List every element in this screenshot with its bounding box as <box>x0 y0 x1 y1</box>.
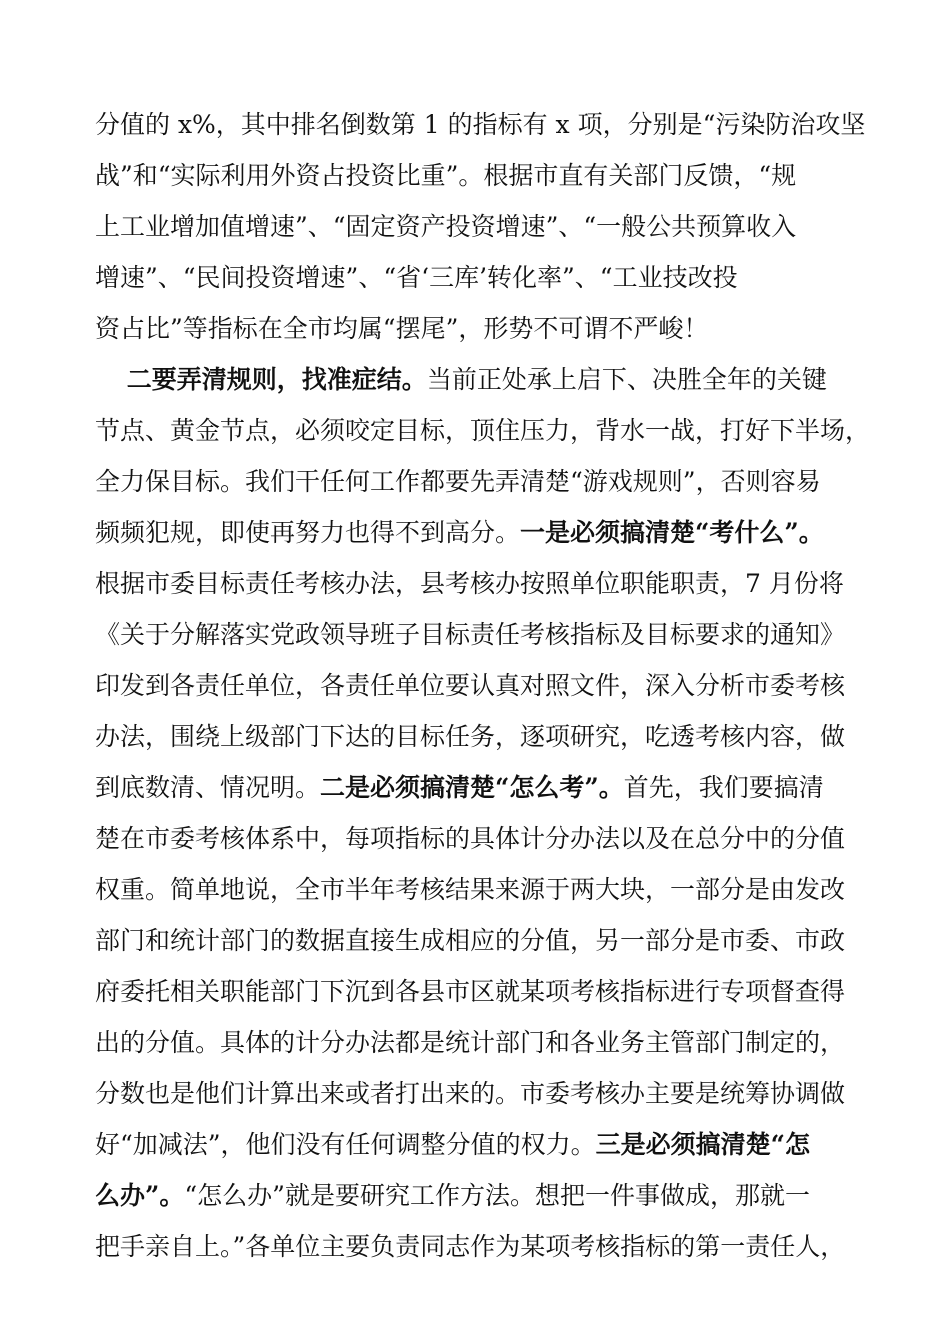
text-run: 战”和“实际利用外资占投资比重”。根据市直有关部门反馈，“规 <box>95 161 797 190</box>
text-line <box>95 150 895 201</box>
text-run: 资占比”等指标在全市均属“摆尾”，形势不可谓不严峻！ <box>95 314 709 343</box>
text-run: 当前正处承上启下、决胜全年的关键 <box>426 365 827 394</box>
text-line <box>95 354 895 405</box>
text-run: 频频犯规，即使再努力也得不到高分。 <box>95 518 521 547</box>
text-run: 节点、黄金节点，必须咬定目标，顶住压力，背水一战，打好下半场， <box>95 416 871 445</box>
text-line <box>95 303 895 354</box>
bold-phrase: 三是必须搞清楚“怎 <box>595 1130 810 1159</box>
text-line <box>95 1221 895 1272</box>
text-line <box>95 99 895 150</box>
text-line <box>95 507 895 558</box>
text-line <box>95 1017 895 1068</box>
text-run: 到底数清、情况明。 <box>95 773 321 802</box>
text-run: 楚在市委考核体系中，每项指标的具体计分办法以及在总分中的分值 <box>95 824 846 853</box>
text-run: 分值的 x%，其中排名倒数第 1 的指标有 x 项，分别是“污染防治攻坚 <box>95 110 866 139</box>
text-run: 部门和统计部门的数据直接生成相应的分值，另一部分是市委、市政 <box>95 926 846 955</box>
text-line <box>95 1068 895 1119</box>
text-run: 上工业增加值增速”、“固定资产投资增速”、“一般公共预算收入 <box>95 212 797 241</box>
text-run: 好“加减法”，他们没有任何调整分值的权力。 <box>95 1130 596 1159</box>
text-line <box>95 252 895 303</box>
text-line <box>95 660 895 711</box>
bold-phrase: 一是必须搞清楚“考什么”。 <box>520 518 824 547</box>
text-line <box>95 405 895 456</box>
text-run: 印发到各责任单位，各责任单位要认真对照文件，深入分析市委考核 <box>95 671 846 700</box>
text-line <box>95 1119 895 1170</box>
text-line <box>95 813 895 864</box>
text-line <box>95 711 895 762</box>
text-run: 首先，我们要搞清 <box>623 773 824 802</box>
text-run: 出的分值。具体的计分办法都是统计部门和各业务主管部门制定的， <box>95 1028 846 1057</box>
text-run: 增速”、“民间投资增速”、“省‘三库’转化率”、“工业技改投 <box>95 263 738 292</box>
text-run: 全力保目标。我们干任何工作都要先弄清楚“游戏规则”，否则容易 <box>95 467 821 496</box>
body-text <box>95 99 895 1272</box>
text-line <box>95 558 895 609</box>
text-line <box>95 864 895 915</box>
text-run <box>95 365 127 394</box>
bold-phrase: 么办”。 <box>95 1181 185 1210</box>
bold-phrase: 二要弄清规则，找准症结。 <box>126 365 427 394</box>
text-line <box>95 201 895 252</box>
bold-phrase: 二是必须搞清楚“怎么考”。 <box>320 773 624 802</box>
text-run: 把手亲自上。”各单位主要负责同志作为某项考核指标的第一责任人， <box>95 1232 846 1261</box>
text-run: “怎么办”就是要研究工作方法。想把一件事做成，那就一 <box>184 1181 810 1210</box>
text-run: 《关于分解落实党政领导班子目标责任考核指标及目标要求的通知》 <box>95 620 846 649</box>
text-line <box>95 609 895 660</box>
text-line <box>95 966 895 1017</box>
text-run: 根据市委目标责任考核办法，县考核办按照单位职能职责，7 月份将 <box>95 569 844 598</box>
text-run: 办法，围绕上级部门下达的目标任务，逐项研究，吃透考核内容，做 <box>95 722 846 751</box>
text-line <box>95 456 895 507</box>
text-line <box>95 762 895 813</box>
text-line <box>95 915 895 966</box>
text-line <box>95 1170 895 1221</box>
text-run: 分数也是他们计算出来或者打出来的。市委考核办主要是统筹协调做 <box>95 1079 846 1108</box>
text-run: 府委托相关职能部门下沉到各县市区就某项考核指标进行专项督查得 <box>95 977 846 1006</box>
text-run: 权重。简单地说，全市半年考核结果来源于两大块，一部分是由发改 <box>95 875 846 904</box>
